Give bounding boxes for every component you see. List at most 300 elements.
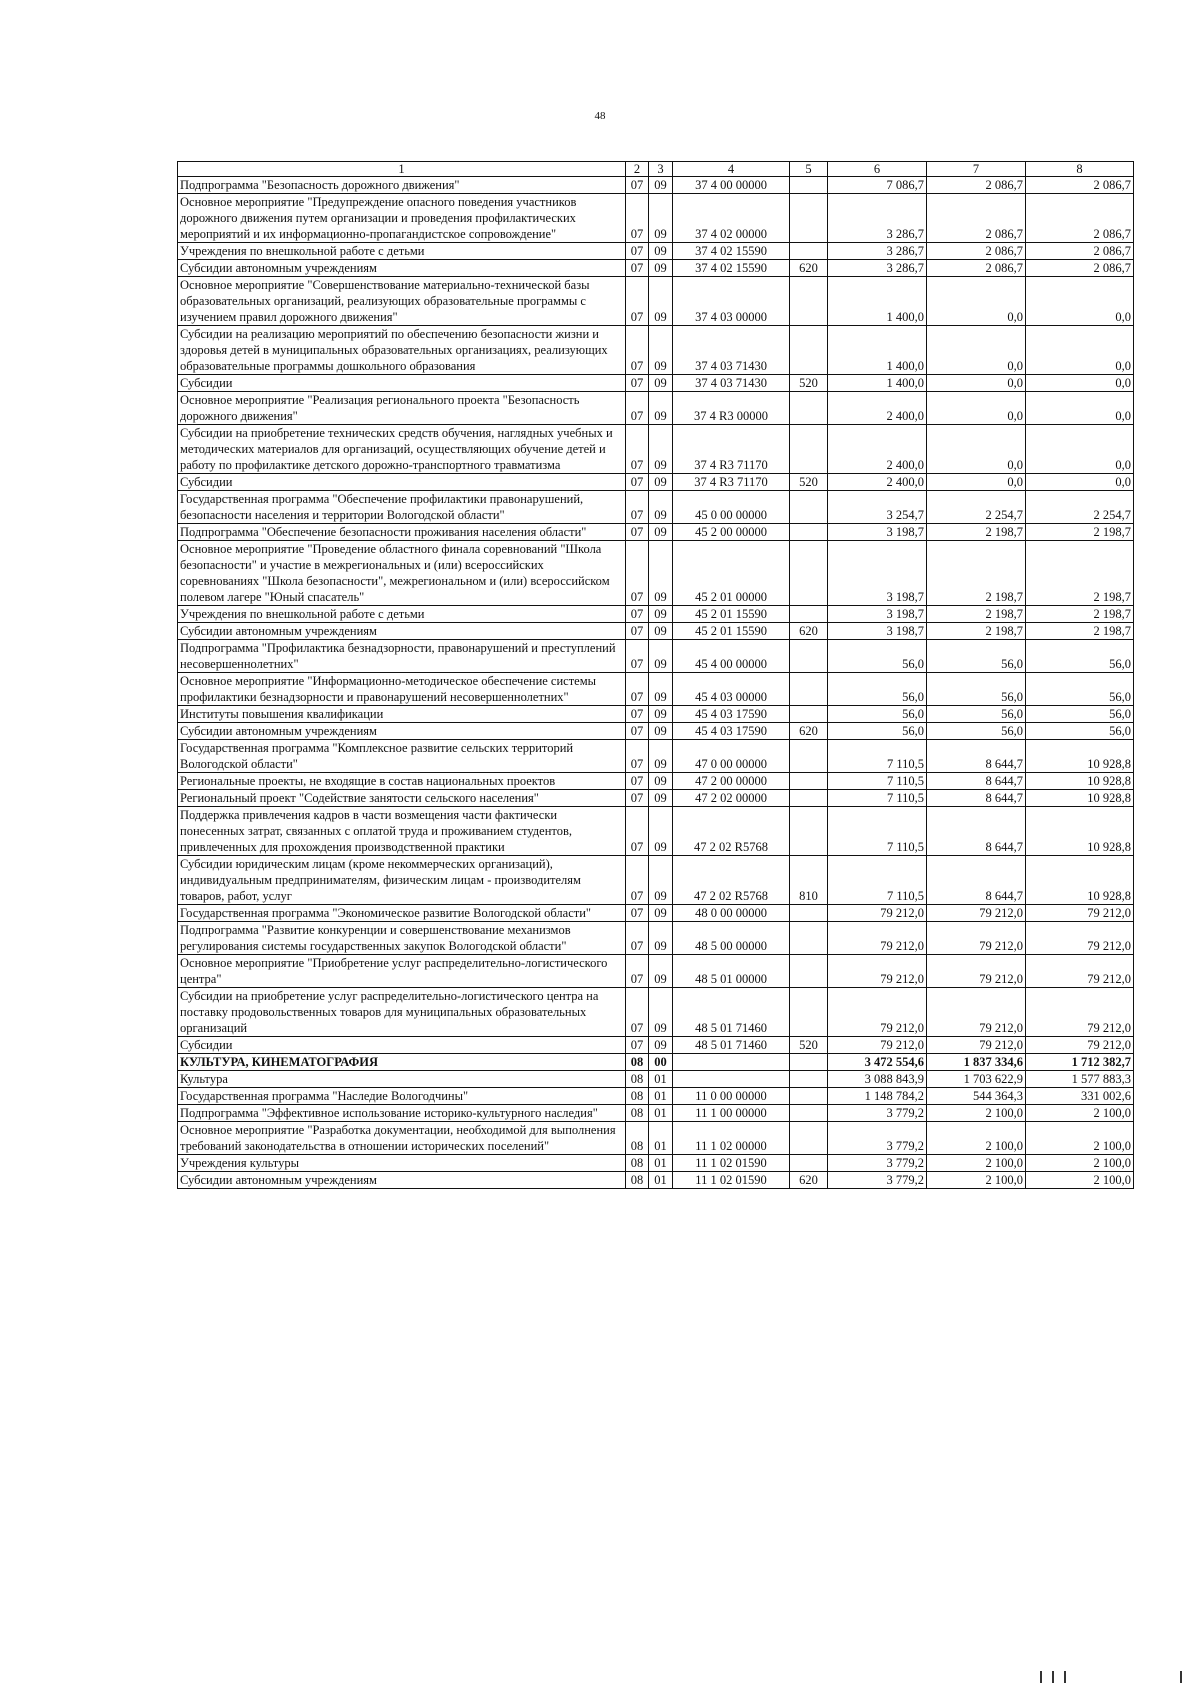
table-row	[178, 277, 1134, 326]
target-article-code: 45 0 00 00000	[673, 491, 790, 524]
subsection-code: 09	[649, 541, 673, 606]
amount-col-6: 3 779,2	[828, 1122, 927, 1155]
expense-type-code	[790, 790, 828, 807]
target-article-code: 11 1 02 00000	[673, 1122, 790, 1155]
amount-col-8: 2 198,7	[1026, 606, 1134, 623]
amount-col-6: 3 198,7	[828, 623, 927, 640]
section-code: 07	[626, 922, 649, 955]
target-article-code: 37 4 03 71430	[673, 375, 790, 392]
amount-col-8: 10 928,8	[1026, 856, 1134, 905]
amount-col-7: 56,0	[927, 640, 1026, 673]
row-name: Субсидии	[178, 375, 626, 392]
amount-col-6: 56,0	[828, 673, 927, 706]
table-row	[178, 1088, 1134, 1105]
table-row	[178, 1105, 1134, 1122]
expense-type-code	[790, 1054, 828, 1071]
section-code: 07	[626, 392, 649, 425]
amount-col-7: 2 198,7	[927, 623, 1026, 640]
target-article-code: 11 1 02 01590	[673, 1172, 790, 1189]
amount-col-8: 2 100,0	[1026, 1122, 1134, 1155]
row-name: Учреждения по внешкольной работе с детьми	[178, 606, 626, 623]
table-row	[178, 790, 1134, 807]
subsection-code: 09	[649, 922, 673, 955]
table-row	[178, 491, 1134, 524]
table-row	[178, 243, 1134, 260]
target-article-code: 47 0 00 00000	[673, 740, 790, 773]
amount-col-7: 8 644,7	[927, 790, 1026, 807]
amount-col-6: 79 212,0	[828, 1037, 927, 1054]
amount-col-6: 7 110,5	[828, 790, 927, 807]
amount-col-7: 2 100,0	[927, 1122, 1026, 1155]
target-article-code: 47 2 02 R5768	[673, 856, 790, 905]
section-code: 07	[626, 260, 649, 277]
target-article-code	[673, 1071, 790, 1088]
target-article-code: 37 4 R3 00000	[673, 392, 790, 425]
expense-type-code	[790, 922, 828, 955]
subsection-code: 01	[649, 1122, 673, 1155]
column-header: 6	[828, 162, 927, 177]
expense-type-code	[790, 277, 828, 326]
amount-col-6: 1 400,0	[828, 277, 927, 326]
target-article-code: 37 4 02 15590	[673, 243, 790, 260]
amount-col-6: 1 400,0	[828, 326, 927, 375]
table-row	[178, 706, 1134, 723]
table-row	[178, 773, 1134, 790]
section-code: 07	[626, 673, 649, 706]
amount-col-7: 79 212,0	[927, 922, 1026, 955]
amount-col-8: 2 086,7	[1026, 194, 1134, 243]
amount-col-7: 0,0	[927, 474, 1026, 491]
row-name: Культура	[178, 1071, 626, 1088]
subsection-code: 09	[649, 425, 673, 474]
subsection-code: 09	[649, 807, 673, 856]
subsection-code: 09	[649, 856, 673, 905]
amount-col-7: 2 086,7	[927, 177, 1026, 194]
row-name: Подпрограмма "Развитие конкуренции и совершенствование механизмов регулирования системы государственных закупок Вологодской области"	[178, 922, 626, 955]
amount-col-6: 3 286,7	[828, 194, 927, 243]
column-header: 8	[1026, 162, 1134, 177]
target-article-code: 37 4 02 00000	[673, 194, 790, 243]
amount-col-6: 3 198,7	[828, 541, 927, 606]
row-name: Субсидии юридическим лицам (кроме некоммерческих организаций), индивидуальным предпринимателям, физическим лицам - производителям товаров, работ, услуг	[178, 856, 626, 905]
table-row	[178, 1155, 1134, 1172]
amount-col-7: 8 644,7	[927, 807, 1026, 856]
expense-type-code: 520	[790, 1037, 828, 1054]
section-code: 07	[626, 740, 649, 773]
subsection-code: 09	[649, 177, 673, 194]
amount-col-7: 79 212,0	[927, 988, 1026, 1037]
amount-col-6: 56,0	[828, 640, 927, 673]
subsection-code: 01	[649, 1172, 673, 1189]
row-name: КУЛЬТУРА, КИНЕМАТОГРАФИЯ	[178, 1054, 626, 1071]
section-code: 07	[626, 856, 649, 905]
amount-col-6: 2 400,0	[828, 425, 927, 474]
amount-col-7: 0,0	[927, 425, 1026, 474]
amount-col-7: 544 364,3	[927, 1088, 1026, 1105]
target-article-code: 47 2 00 00000	[673, 773, 790, 790]
amount-col-7: 2 254,7	[927, 491, 1026, 524]
expense-type-code	[790, 807, 828, 856]
amount-col-6: 1 148 784,2	[828, 1088, 927, 1105]
expense-type-code: 620	[790, 723, 828, 740]
amount-col-7: 2 100,0	[927, 1105, 1026, 1122]
amount-col-8: 10 928,8	[1026, 740, 1134, 773]
expense-type-code	[790, 606, 828, 623]
amount-col-7: 0,0	[927, 392, 1026, 425]
amount-col-8: 79 212,0	[1026, 955, 1134, 988]
target-article-code: 47 2 02 00000	[673, 790, 790, 807]
section-code: 08	[626, 1105, 649, 1122]
expense-type-code	[790, 955, 828, 988]
amount-col-8: 56,0	[1026, 706, 1134, 723]
target-article-code: 48 5 00 00000	[673, 922, 790, 955]
row-name: Субсидии на приобретение услуг распределительно-логистического центра на поставку продовольственных товаров для муниципальных образовательных организаций	[178, 988, 626, 1037]
column-header: 1	[178, 162, 626, 177]
amount-col-7: 8 644,7	[927, 773, 1026, 790]
row-name: Подпрограмма "Обеспечение безопасности проживания населения области"	[178, 524, 626, 541]
target-article-code: 45 2 01 15590	[673, 623, 790, 640]
amount-col-6: 3 088 843,9	[828, 1071, 927, 1088]
amount-col-7: 2 086,7	[927, 260, 1026, 277]
table-row	[178, 723, 1134, 740]
amount-col-7: 2 100,0	[927, 1172, 1026, 1189]
subsection-code: 09	[649, 491, 673, 524]
section-code: 07	[626, 541, 649, 606]
target-article-code: 45 4 03 00000	[673, 673, 790, 706]
subsection-code: 09	[649, 375, 673, 392]
amount-col-7: 79 212,0	[927, 1037, 1026, 1054]
table-row	[178, 623, 1134, 640]
row-name: Региональные проекты, не входящие в состав национальных проектов	[178, 773, 626, 790]
subsection-code: 01	[649, 1155, 673, 1172]
amount-col-8: 2 100,0	[1026, 1105, 1134, 1122]
amount-col-7: 1 837 334,6	[927, 1054, 1026, 1071]
amount-col-6: 79 212,0	[828, 955, 927, 988]
target-article-code: 48 5 01 71460	[673, 988, 790, 1037]
amount-col-7: 2 100,0	[927, 1155, 1026, 1172]
target-article-code	[673, 1054, 790, 1071]
table-row	[178, 326, 1134, 375]
row-name: Государственная программа "Экономическое развитие Вологодской области"	[178, 905, 626, 922]
amount-col-8: 2 100,0	[1026, 1172, 1134, 1189]
row-name: Субсидии автономным учреждениям	[178, 723, 626, 740]
column-header: 3	[649, 162, 673, 177]
amount-col-7: 2 086,7	[927, 194, 1026, 243]
table-row	[178, 640, 1134, 673]
table-row	[178, 1054, 1134, 1071]
amount-col-7: 56,0	[927, 673, 1026, 706]
target-article-code: 47 2 02 R5768	[673, 807, 790, 856]
row-name: Подпрограмма "Эффективное использование историко-культурного наследия"	[178, 1105, 626, 1122]
amount-col-8: 79 212,0	[1026, 988, 1134, 1037]
scan-mark	[1040, 1671, 1042, 1683]
amount-col-8: 79 212,0	[1026, 922, 1134, 955]
target-article-code: 48 5 01 00000	[673, 955, 790, 988]
row-name: Поддержка привлечения кадров в части возмещения части фактически понесенных затрат, связанных с оплатой труда и проживанием студентов, привлеченных для прохождения производственной практики	[178, 807, 626, 856]
row-name: Основное мероприятие "Предупреждение опасного поведения участников дорожного движения путем организации и проведения профилактических мероприятий и их информационно-пропагандистское сопровождение"	[178, 194, 626, 243]
subsection-code: 09	[649, 260, 673, 277]
subsection-code: 09	[649, 740, 673, 773]
table-row	[178, 541, 1134, 606]
table-row	[178, 606, 1134, 623]
target-article-code: 37 4 R3 71170	[673, 425, 790, 474]
section-code: 07	[626, 524, 649, 541]
section-code: 07	[626, 773, 649, 790]
target-article-code: 45 4 03 17590	[673, 706, 790, 723]
expense-type-code	[790, 1155, 828, 1172]
amount-col-7: 2 198,7	[927, 606, 1026, 623]
amount-col-6: 7 086,7	[828, 177, 927, 194]
amount-col-8: 2 086,7	[1026, 177, 1134, 194]
amount-col-7: 8 644,7	[927, 740, 1026, 773]
amount-col-6: 3 472 554,6	[828, 1054, 927, 1071]
section-code: 08	[626, 1088, 649, 1105]
section-code: 07	[626, 177, 649, 194]
amount-col-8: 1 577 883,3	[1026, 1071, 1134, 1088]
subsection-code: 09	[649, 723, 673, 740]
column-header: 2	[626, 162, 649, 177]
section-code: 08	[626, 1122, 649, 1155]
expense-type-code	[790, 194, 828, 243]
section-code: 07	[626, 606, 649, 623]
amount-col-6: 56,0	[828, 706, 927, 723]
expense-type-code	[790, 491, 828, 524]
expense-type-code	[790, 392, 828, 425]
expense-type-code	[790, 673, 828, 706]
amount-col-8: 0,0	[1026, 375, 1134, 392]
row-name: Институты повышения квалификации	[178, 706, 626, 723]
amount-col-6: 2 400,0	[828, 392, 927, 425]
expense-type-code: 620	[790, 260, 828, 277]
table-row	[178, 1122, 1134, 1155]
row-name: Основное мероприятие "Разработка документации, необходимой для выполнения требований законодательства в отношении исторических поселений"	[178, 1122, 626, 1155]
expense-type-code	[790, 541, 828, 606]
section-code: 07	[626, 988, 649, 1037]
table-row	[178, 375, 1134, 392]
table-row	[178, 194, 1134, 243]
amount-col-8: 2 254,7	[1026, 491, 1134, 524]
expense-type-code	[790, 1088, 828, 1105]
amount-col-8: 2 086,7	[1026, 243, 1134, 260]
amount-col-8: 10 928,8	[1026, 773, 1134, 790]
section-code: 07	[626, 1037, 649, 1054]
amount-col-6: 3 198,7	[828, 524, 927, 541]
row-name: Субсидии на приобретение технических средств обучения, наглядных учебных и методических материалов для организаций, осуществляющих обучение детей и работу по профилактике детского дорожно-транспортного травматизма	[178, 425, 626, 474]
amount-col-6: 3 286,7	[828, 243, 927, 260]
target-article-code: 37 4 03 71430	[673, 326, 790, 375]
amount-col-7: 79 212,0	[927, 955, 1026, 988]
section-code: 07	[626, 640, 649, 673]
row-name: Основное мероприятие "Информационно-методическое обеспечение системы профилактики безнадзорности и правонарушений несовершеннолетних"	[178, 673, 626, 706]
row-name: Субсидии автономным учреждениям	[178, 260, 626, 277]
subsection-code: 01	[649, 1105, 673, 1122]
table-row	[178, 392, 1134, 425]
scan-mark	[1052, 1671, 1054, 1683]
table-row	[178, 1037, 1134, 1054]
section-code: 08	[626, 1172, 649, 1189]
expense-type-code	[790, 243, 828, 260]
section-code: 08	[626, 1054, 649, 1071]
amount-col-7: 1 703 622,9	[927, 1071, 1026, 1088]
expense-type-code	[790, 524, 828, 541]
expense-type-code	[790, 1071, 828, 1088]
subsection-code: 09	[649, 640, 673, 673]
table-row	[178, 856, 1134, 905]
amount-col-8: 0,0	[1026, 326, 1134, 375]
amount-col-8: 56,0	[1026, 723, 1134, 740]
row-name: Учреждения по внешкольной работе с детьми	[178, 243, 626, 260]
row-name: Субсидии автономным учреждениям	[178, 1172, 626, 1189]
table-row	[178, 673, 1134, 706]
amount-col-6: 56,0	[828, 723, 927, 740]
target-article-code: 37 4 00 00000	[673, 177, 790, 194]
amount-col-6: 7 110,5	[828, 807, 927, 856]
subsection-code: 09	[649, 392, 673, 425]
target-article-code: 45 4 03 17590	[673, 723, 790, 740]
amount-col-7: 0,0	[927, 326, 1026, 375]
section-code: 07	[626, 491, 649, 524]
subsection-code: 09	[649, 194, 673, 243]
table-row	[178, 740, 1134, 773]
expense-type-code	[790, 640, 828, 673]
table-row	[178, 425, 1134, 474]
table-row	[178, 260, 1134, 277]
column-header: 4	[673, 162, 790, 177]
section-code: 07	[626, 790, 649, 807]
row-name: Основное мероприятие "Проведение областного финала соревнований "Школа безопасности" и участие в межрегиональных и (или) всероссийских соревнованиях "Школа безопасности", межрегиональном и (или) всероссийском полевом лагере "Юный спасатель"	[178, 541, 626, 606]
column-header: 5	[790, 162, 828, 177]
expense-type-code	[790, 706, 828, 723]
row-name: Основное мероприятие "Приобретение услуг распределительно-логистического центра"	[178, 955, 626, 988]
subsection-code: 09	[649, 706, 673, 723]
table-row	[178, 177, 1134, 194]
expense-type-code: 520	[790, 474, 828, 491]
section-code: 07	[626, 723, 649, 740]
amount-col-6: 7 110,5	[828, 856, 927, 905]
amount-col-7: 2 086,7	[927, 243, 1026, 260]
section-code: 07	[626, 706, 649, 723]
target-article-code: 45 4 00 00000	[673, 640, 790, 673]
table-row	[178, 955, 1134, 988]
section-code: 07	[626, 277, 649, 326]
row-name: Учреждения культуры	[178, 1155, 626, 1172]
subsection-code: 09	[649, 474, 673, 491]
table-row	[178, 1071, 1134, 1088]
amount-col-7: 2 198,7	[927, 524, 1026, 541]
subsection-code: 09	[649, 1037, 673, 1054]
expense-type-code	[790, 988, 828, 1037]
subsection-code: 09	[649, 524, 673, 541]
amount-col-6: 3 254,7	[828, 491, 927, 524]
amount-col-8: 2 198,7	[1026, 541, 1134, 606]
subsection-code: 09	[649, 277, 673, 326]
amount-col-6: 3 198,7	[828, 606, 927, 623]
amount-col-8: 0,0	[1026, 474, 1134, 491]
table-row	[178, 922, 1134, 955]
table-row	[178, 988, 1134, 1037]
amount-col-7: 0,0	[927, 375, 1026, 392]
subsection-code: 01	[649, 1088, 673, 1105]
row-name: Субсидии	[178, 1037, 626, 1054]
section-code: 07	[626, 955, 649, 988]
subsection-code: 09	[649, 326, 673, 375]
amount-col-7: 2 198,7	[927, 541, 1026, 606]
amount-col-8: 10 928,8	[1026, 807, 1134, 856]
amount-col-8: 2 198,7	[1026, 524, 1134, 541]
amount-col-7: 79 212,0	[927, 905, 1026, 922]
row-name: Подпрограмма "Профилактика безнадзорности, правонарушений и преступлений несовершеннолетних"	[178, 640, 626, 673]
amount-col-6: 1 400,0	[828, 375, 927, 392]
expense-type-code	[790, 425, 828, 474]
expense-type-code	[790, 773, 828, 790]
expense-type-code: 620	[790, 1172, 828, 1189]
amount-col-8: 0,0	[1026, 277, 1134, 326]
scan-mark	[1180, 1671, 1182, 1683]
subsection-code: 09	[649, 988, 673, 1037]
section-code: 07	[626, 243, 649, 260]
subsection-code: 09	[649, 790, 673, 807]
expense-type-code	[790, 177, 828, 194]
amount-col-6: 3 286,7	[828, 260, 927, 277]
row-name: Государственная программа "Комплексное развитие сельских территорий Вологодской области"	[178, 740, 626, 773]
amount-col-6: 7 110,5	[828, 740, 927, 773]
target-article-code: 37 4 R3 71170	[673, 474, 790, 491]
expense-type-code: 520	[790, 375, 828, 392]
amount-col-6: 79 212,0	[828, 905, 927, 922]
page-number: 48	[594, 110, 606, 122]
row-name: Субсидии на реализацию мероприятий по обеспечению безопасности жизни и здоровья детей в муниципальных образовательных организациях, реализующих образовательные программы дошкольного образования	[178, 326, 626, 375]
section-code: 07	[626, 326, 649, 375]
section-code: 07	[626, 623, 649, 640]
row-name: Государственная программа "Обеспечение профилактики правонарушений, безопасности населения и территории Вологодской области"	[178, 491, 626, 524]
amount-col-6: 3 779,2	[828, 1105, 927, 1122]
row-name: Региональный проект "Содействие занятости сельского населения"	[178, 790, 626, 807]
subsection-code: 00	[649, 1054, 673, 1071]
amount-col-6: 3 779,2	[828, 1172, 927, 1189]
table-row	[178, 905, 1134, 922]
expense-type-code: 810	[790, 856, 828, 905]
section-code: 07	[626, 474, 649, 491]
target-article-code: 11 0 00 00000	[673, 1088, 790, 1105]
target-article-code: 11 1 00 00000	[673, 1105, 790, 1122]
section-code: 08	[626, 1155, 649, 1172]
amount-col-8: 2 086,7	[1026, 260, 1134, 277]
scan-mark	[1064, 1671, 1066, 1683]
amount-col-8: 0,0	[1026, 425, 1134, 474]
subsection-code: 09	[649, 673, 673, 706]
subsection-code: 09	[649, 243, 673, 260]
amount-col-6: 3 779,2	[828, 1155, 927, 1172]
amount-col-8: 79 212,0	[1026, 905, 1134, 922]
target-article-code: 11 1 02 01590	[673, 1155, 790, 1172]
target-article-code: 45 2 01 15590	[673, 606, 790, 623]
amount-col-7: 0,0	[927, 277, 1026, 326]
subsection-code: 09	[649, 955, 673, 988]
amount-col-8: 1 712 382,7	[1026, 1054, 1134, 1071]
row-name: Основное мероприятие "Совершенствование материально-технической базы образовательных организаций, реализующих образовательные программы с изучением правил дорожного движения"	[178, 277, 626, 326]
table-row	[178, 807, 1134, 856]
target-article-code: 37 4 03 00000	[673, 277, 790, 326]
expense-type-code: 620	[790, 623, 828, 640]
section-code: 07	[626, 425, 649, 474]
target-article-code: 48 0 00 00000	[673, 905, 790, 922]
target-article-code: 37 4 02 15590	[673, 260, 790, 277]
section-code: 08	[626, 1071, 649, 1088]
amount-col-7: 56,0	[927, 723, 1026, 740]
row-name: Основное мероприятие "Реализация регионального проекта "Безопасность дорожного движения"	[178, 392, 626, 425]
expense-type-code	[790, 326, 828, 375]
row-name: Субсидии	[178, 474, 626, 491]
